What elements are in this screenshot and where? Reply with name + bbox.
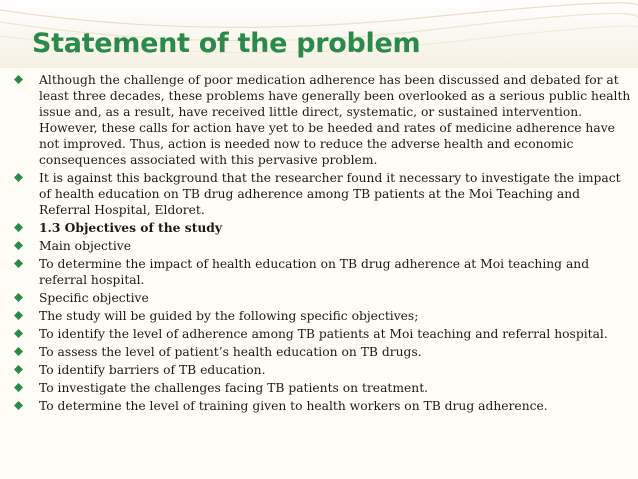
list-item-text: To identify the level of adherence among TB patients at Moi teaching and referral hospital. — [39, 327, 608, 341]
list-item-text: Main objective — [39, 239, 132, 253]
list-item-text: To assess the level of patient’s health education on TB drugs. — [39, 345, 422, 359]
diamond-bullet-icon — [14, 241, 23, 250]
list-item-text: To determine the level of training given to health workers on TB drug adherence. — [39, 399, 548, 413]
list-item — [12, 380, 632, 396]
list-item-text: It is against this background that the researcher found it necessary to investigate the impact of health education on TB drug adherence among TB patients at the Moi Teaching and Referral Hospital, Eldoret. — [39, 171, 621, 217]
diamond-bullet-icon — [14, 259, 23, 268]
list-item — [12, 308, 632, 324]
list-item — [12, 238, 632, 254]
diamond-bullet-icon — [14, 173, 23, 182]
list-item — [12, 398, 632, 414]
list-item — [12, 220, 632, 236]
diamond-bullet-icon — [14, 329, 23, 338]
list-item — [12, 72, 632, 168]
list-item — [12, 256, 632, 288]
diamond-bullet-icon — [14, 311, 23, 320]
list-item — [12, 326, 632, 342]
list-item-text: Although the challenge of poor medication adherence has been discussed and debated for at least three decades, these problems have generally been overlooked as a serious public health issue and, as a result, have received little direct, systematic, or sustained intervention. However, these calls for action have yet to be heeded and rates of medicine adherence have not improved. Thus, action is needed now to reduce the adverse health and economic consequences associated with this pervasive problem. — [39, 73, 631, 167]
diamond-bullet-icon — [14, 383, 23, 392]
page-title: Statement of the problem — [32, 28, 421, 59]
title-band — [0, 0, 638, 68]
diamond-bullet-icon — [14, 223, 23, 232]
section-heading: 1.3 Objectives of the study — [39, 220, 223, 235]
list-item-text: To investigate the challenges facing TB patients on treatment. — [39, 381, 429, 395]
diamond-bullet-icon — [14, 401, 23, 410]
list-item-text: To identify barriers of TB education. — [39, 363, 266, 377]
list-item — [12, 290, 632, 306]
diamond-bullet-icon — [14, 293, 23, 302]
list-item-text: Specific objective — [39, 291, 149, 305]
diamond-bullet-icon — [14, 347, 23, 356]
diamond-bullet-icon — [14, 365, 23, 374]
list-item-text: The study will be guided by the following specific objectives; — [39, 309, 419, 323]
list-item — [12, 170, 632, 218]
diamond-bullet-icon — [14, 75, 23, 84]
list-item — [12, 344, 632, 360]
list-item-text: To determine the impact of health education on TB drug adherence at Moi teaching and referral hospital. — [39, 257, 590, 287]
list-item — [12, 362, 632, 378]
bullet-list — [12, 72, 632, 416]
